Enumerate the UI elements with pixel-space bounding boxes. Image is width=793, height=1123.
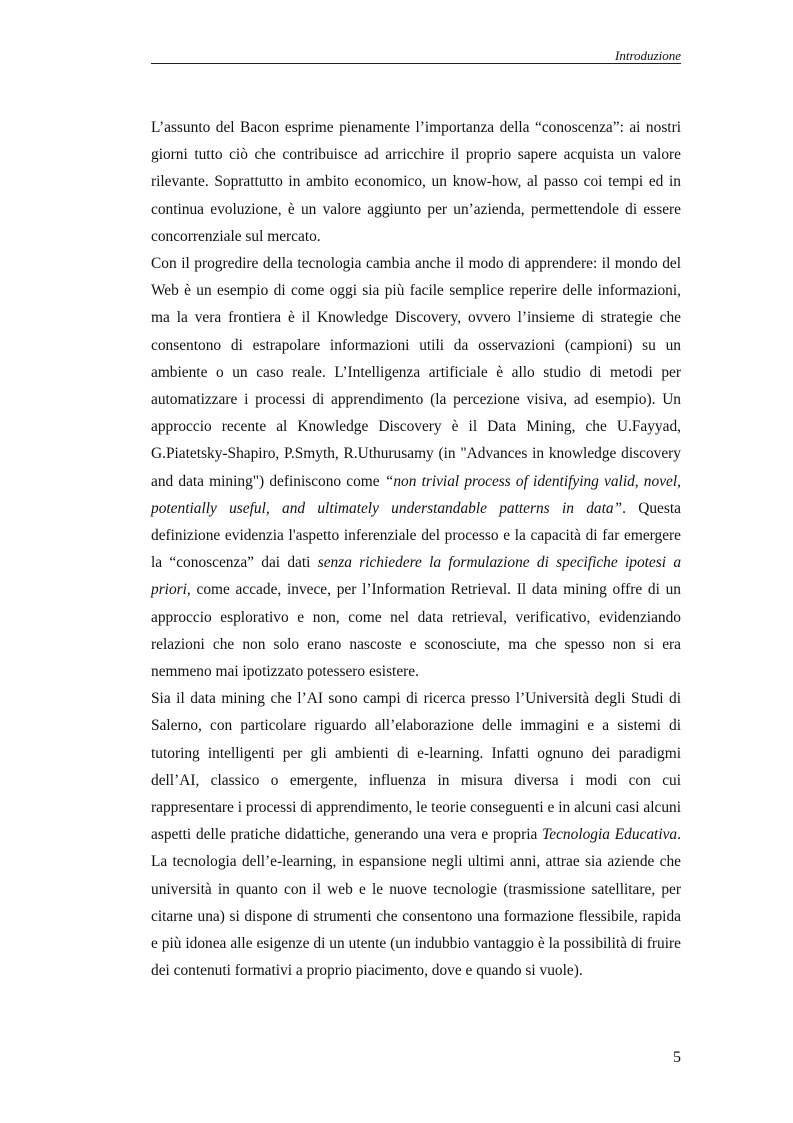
running-header-title: Introduzione: [615, 48, 681, 63]
text-run: , come accade, invece, per l’Information Retrieval. Il data mining offre di un approccio esplorativo e non, come nel data retrieval, verificativo, evidenziando relazioni che non solo erano nascoste e sconosciute, ma che spesso non si era nemmeno mai ipotizzato potessero esistere.: [151, 581, 681, 681]
emphasis-text: senza richiedere la formulazione di specifiche ipotesi a priori: [151, 554, 682, 599]
paragraph-3: [151, 685, 681, 984]
text-run: Con il progredire della tecnologia cambia anche il modo di apprendere: il mondo del Web è un esempio di come oggi sia più facile semplice reperire delle informazioni, ma la vera frontiera è il Knowledge Discovery, ovvero l’insieme di strategie che consentono di estrapolare informazioni utili da osservazioni (campioni) su un ambiente o un caso reale. L’Intelligenza artificiale è allo studio di metodi per automatizzare i processi di apprendimento (la percezione visiva, ad esempio). Un approccio recente al Knowledge Discovery è il Data Mining, che U.Fayyad, G.Piatetsky-Shapiro, P.Smyth, R.Uthurusamy (in "Advances in knowledge discovery and data mining") definiscono come: [151, 255, 681, 490]
text-run: . Questa definizione evidenzia l'aspetto inferenziale del processo e la capacità di far emergere la “conoscenza” dai dati: [151, 499, 681, 572]
emphasis-text: Tecnologia Educativa: [542, 826, 678, 844]
paragraph-1: [151, 114, 681, 250]
paragraph-2: [151, 250, 681, 685]
text-run: Sia il data mining che l’AI sono campi di ricerca presso l’Università degli Studi di Salerno, con particolare riguardo all’elaborazione delle immagini e a sistemi di tutoring intelligenti per gli ambienti di e-learning. Infatti ognuno dei paradigmi dell’AI, classico o emergente, influenza in misura diversa i modi con cui rappresentare i processi di apprendimento, le teorie conseguenti e in alcuni casi alcuni aspetti delle pratiche didattiche, generando una vera e propria: [151, 690, 681, 844]
body-text: [151, 114, 681, 985]
page-number: 5: [673, 1049, 681, 1066]
definition-quote: “non trivial process of identifying valid, novel, potentially useful, and ultimately understandable patterns in data”: [151, 472, 681, 517]
header-rule: [151, 63, 681, 64]
text-run: . La tecnologia dell’e-learning, in espansione negli ultimi anni, attrae sia aziende che università in quanto con il web e le nuove tecnologie (trasmissione satellitare, per citarne una) si dispone di strumenti che consentono una formazione flessibile, rapida e più idonea alle esigenze di un utente (un indubbio vantaggio è la possibilità di fruire dei contenuti formativi a proprio piacimento, dove e quando si vuole).: [151, 826, 681, 980]
text-run: L’assunto del Bacon esprime pienamente l’importanza della “conoscenza”: ai nostri giorni tutto ciò che contribuisce ad arricchire il proprio sapere acquista un valore rilevante. Soprattutto in ambito economico, un know-how, al passo coi tempi ed in continua evoluzione, è un valore aggiunto per un’azienda, permettendole di essere concorrenziale sul mercato.: [151, 119, 681, 245]
